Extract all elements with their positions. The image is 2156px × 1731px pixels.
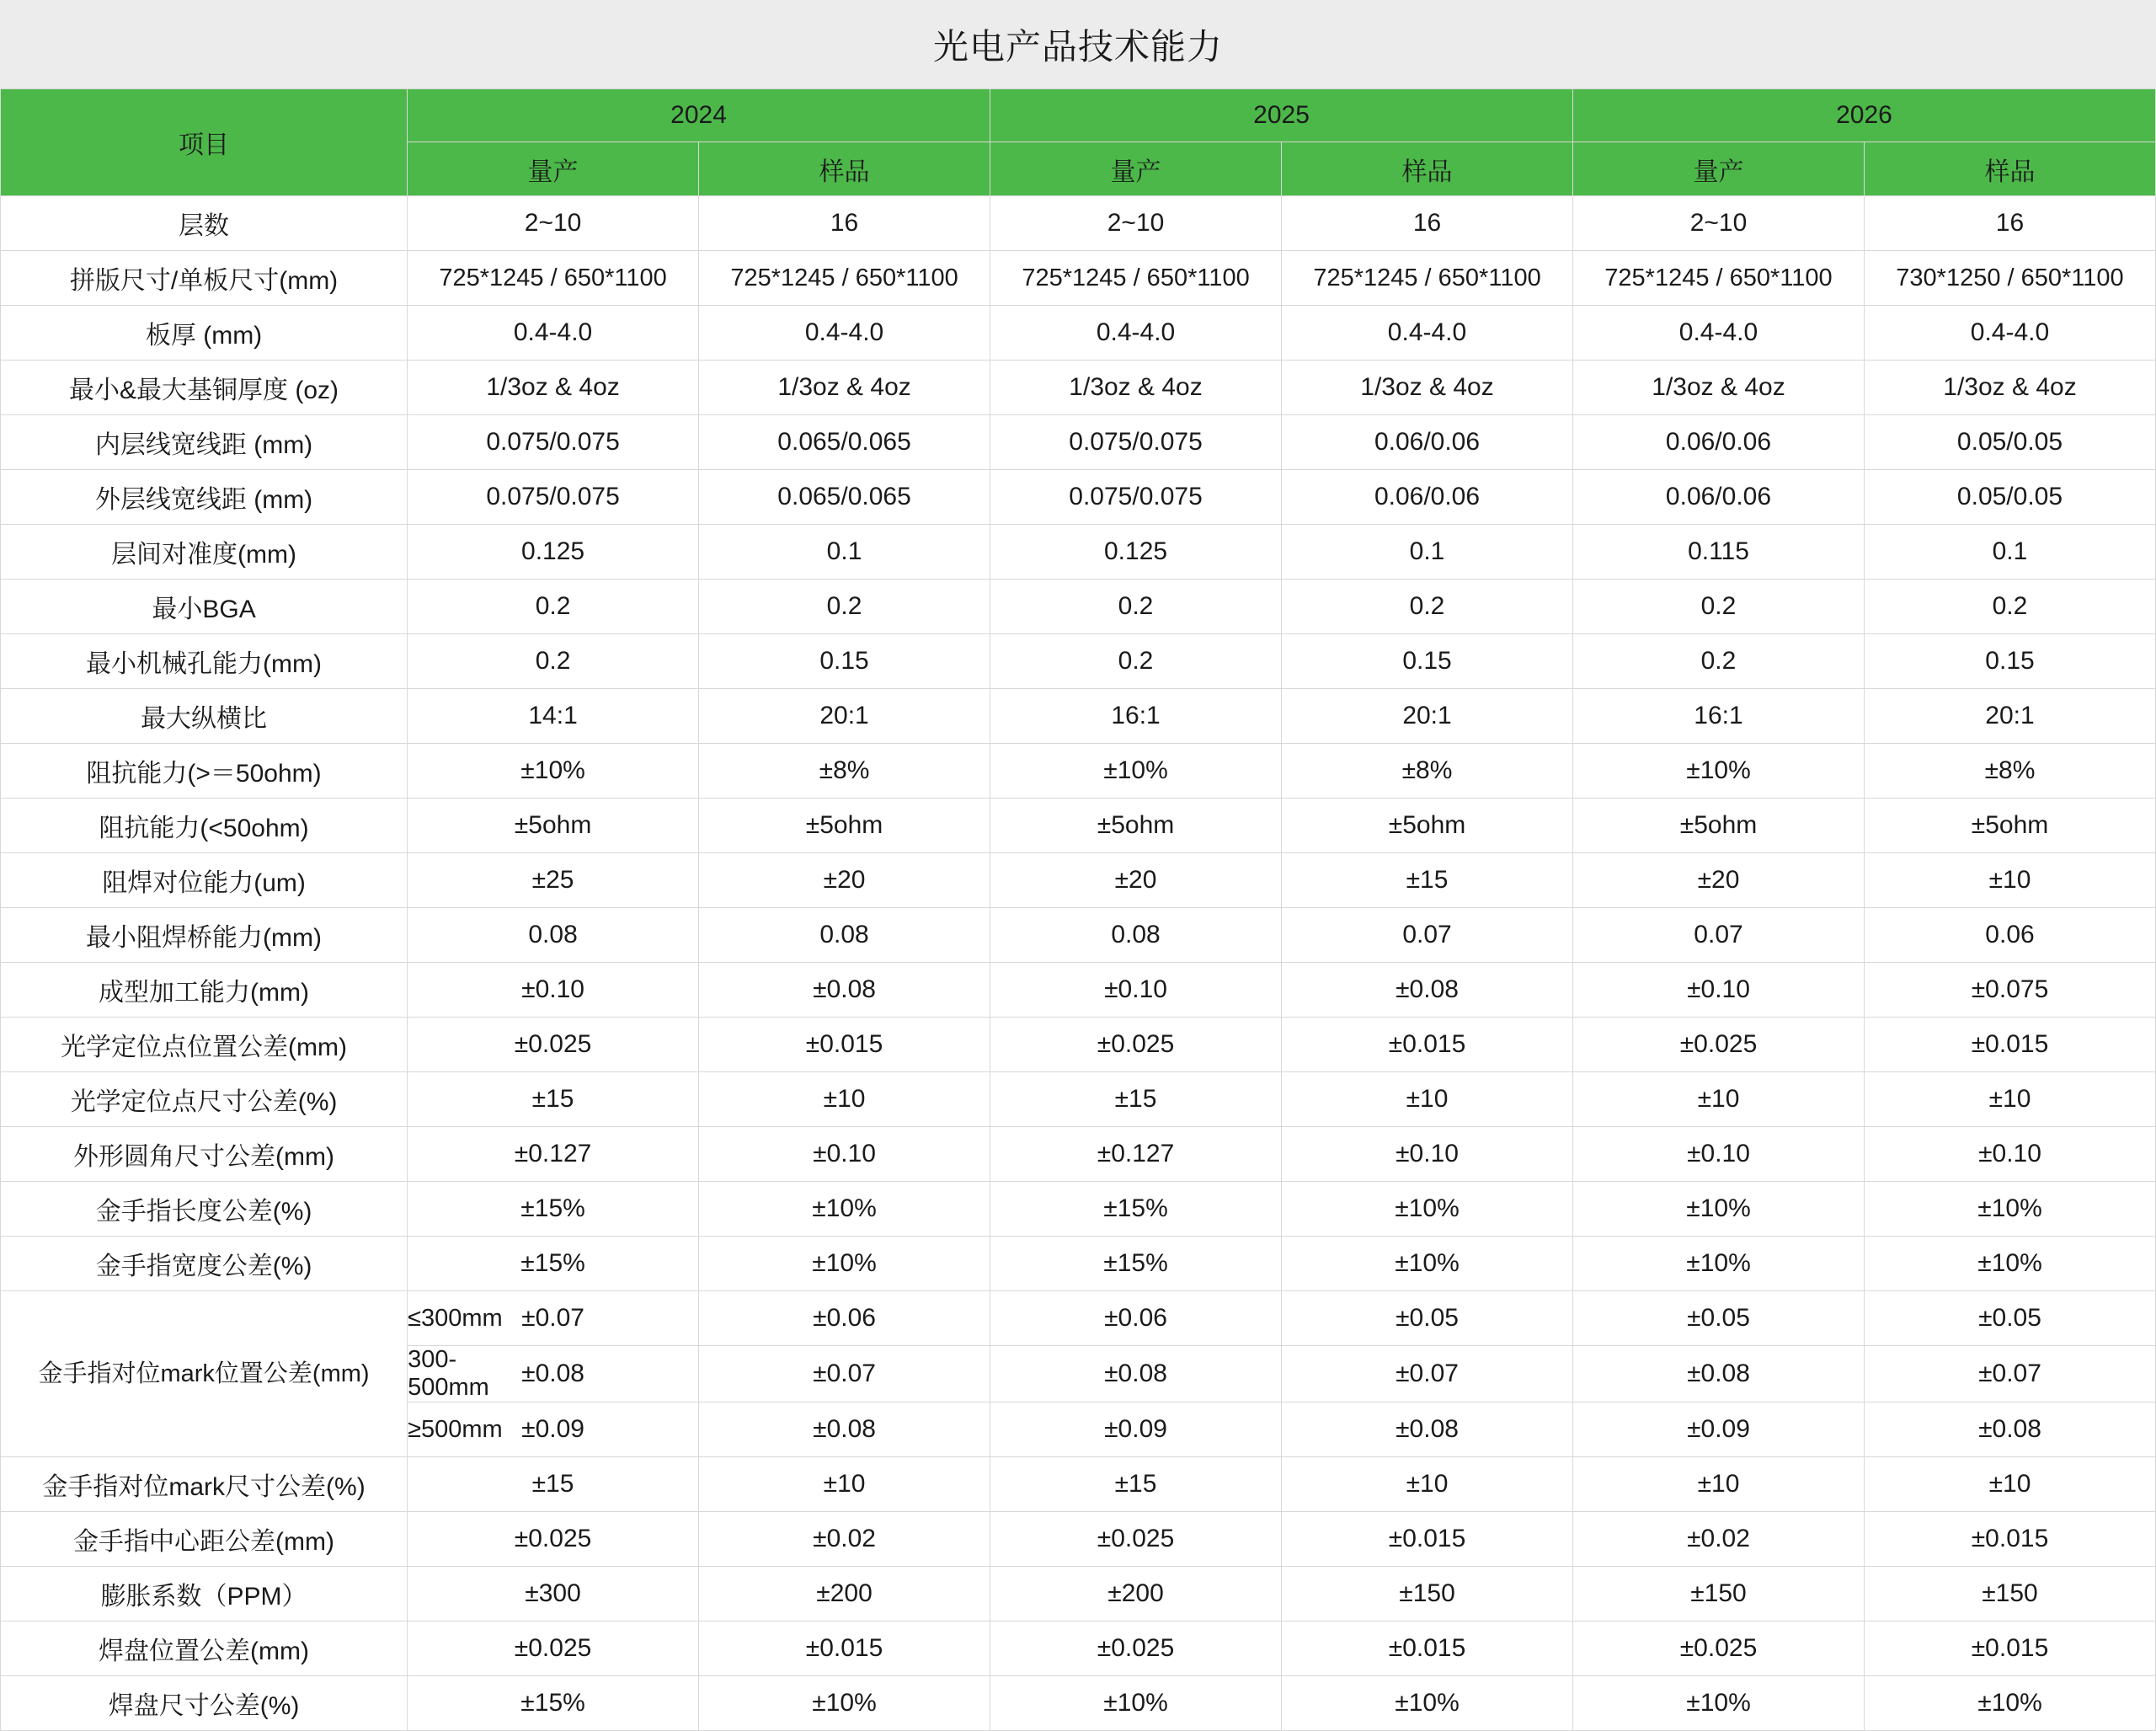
row-label: 内层线宽线距 (mm) (1, 415, 408, 470)
cell-value: ±0.02 (699, 1512, 990, 1567)
cell-value: 0.08 (408, 908, 699, 963)
row-label: 最小&最大基铜厚度 (oz) (1, 361, 408, 415)
cell-value: ±15 (990, 1072, 1282, 1127)
cell-value: 0.06/0.06 (1282, 415, 1573, 470)
cell-value: ±0.08 (1573, 1346, 1865, 1402)
cell-value: 0.075/0.075 (990, 415, 1282, 470)
cell-value: 0.075/0.075 (990, 470, 1282, 525)
table-row (1, 1676, 2156, 1731)
cell-value: ±10 (1864, 853, 2155, 908)
cell-value: 725*1245 / 650*1100 (1573, 251, 1865, 306)
cell-value: ±0.08 (699, 1402, 990, 1457)
cell-value: ±0.075 (1864, 963, 2155, 1018)
cell-value: 0.4-4.0 (1864, 306, 2155, 361)
cell-value: ±0.08 (990, 1346, 1282, 1402)
cell-value: ±10% (1573, 1676, 1865, 1731)
cell-value: ±0.10 (1573, 1127, 1865, 1182)
cell-value: 1/3oz & 4oz (990, 361, 1282, 415)
cell-value: ±10% (1573, 1182, 1865, 1237)
cell-value: ±0.025 (1573, 1018, 1865, 1072)
cell-value: ±15 (990, 1457, 1282, 1512)
cell-value: ±10% (699, 1676, 990, 1731)
column-header-year-2024: 2024 (408, 89, 990, 142)
cell-value: 0.4-4.0 (699, 306, 990, 361)
cell-value: ±0.10 (1282, 1127, 1573, 1182)
row-label: 最大纵横比 (1, 689, 408, 744)
cell-value: ±5ohm (1864, 799, 2155, 853)
cell-value: ±15% (408, 1237, 699, 1291)
table-row (1, 580, 2156, 634)
cell-value: ±0.025 (408, 1018, 699, 1072)
cell-value: ±300 (408, 1567, 699, 1621)
cell-value: ±0.09 (408, 1402, 699, 1457)
cell-value: ±0.10 (699, 1127, 990, 1182)
row-label: 拼版尺寸/单板尺寸(mm) (1, 251, 408, 306)
table-row (1, 1457, 2156, 1512)
cell-value: ±5ohm (408, 799, 699, 853)
cell-value: ±10 (1573, 1457, 1865, 1512)
table-row (1, 1127, 2156, 1182)
cell-value: ±0.05 (1282, 1291, 1573, 1346)
cell-value: ±150 (1282, 1567, 1573, 1621)
table-row (1, 1237, 2156, 1291)
cell-value: 0.15 (1864, 634, 2155, 689)
row-label: 光学定位点尺寸公差(%) (1, 1072, 408, 1127)
cell-value: ±10% (699, 1182, 990, 1237)
column-subheader-2024-massproduction: 量产 (408, 142, 699, 196)
cell-value: ±0.07 (1282, 1346, 1573, 1402)
cell-value: ±10% (699, 1237, 990, 1291)
cell-value: 1/3oz & 4oz (408, 361, 699, 415)
cell-value: ±0.02 (1573, 1512, 1865, 1567)
cell-value: ±0.10 (990, 963, 1282, 1018)
cell-value: 0.06/0.06 (1282, 470, 1573, 525)
cell-value: ±10 (1573, 1072, 1865, 1127)
table-row (1, 470, 2156, 525)
cell-value: 0.1 (699, 525, 990, 580)
cell-value: 0.065/0.065 (699, 415, 990, 470)
cell-value: ±0.025 (408, 1512, 699, 1567)
cell-value: ±8% (1864, 744, 2155, 799)
cell-value: ±10 (1864, 1072, 2155, 1127)
cell-value: 2~10 (990, 196, 1282, 251)
row-label: 最小阻焊桥能力(mm) (1, 908, 408, 963)
table-row (1, 1512, 2156, 1567)
cell-value: ±15% (408, 1676, 699, 1731)
cell-value: ±150 (1864, 1567, 2155, 1621)
cell-value: ±150 (1573, 1567, 1865, 1621)
table-row (1, 251, 2156, 306)
row-label: 金手指长度公差(%) (1, 1182, 408, 1237)
cell-value: ±10% (1282, 1182, 1573, 1237)
cell-value: 0.15 (699, 634, 990, 689)
cell-value: ±0.08 (1282, 963, 1573, 1018)
row-label: 焊盘尺寸公差(%) (1, 1676, 408, 1731)
cell-value: ±0.07 (1864, 1346, 2155, 1402)
cell-value: ±8% (699, 744, 990, 799)
table-row (1, 1567, 2156, 1621)
cell-value: 725*1245 / 650*1100 (990, 251, 1282, 306)
cell-value: 2~10 (1573, 196, 1865, 251)
cell-value: ±10 (1282, 1072, 1573, 1127)
row-label: 板厚 (mm) (1, 306, 408, 361)
cell-value: 0.05/0.05 (1864, 470, 2155, 525)
table-row (1, 361, 2156, 415)
cell-value: ±0.08 (1282, 1402, 1573, 1457)
cell-value: 20:1 (1864, 689, 2155, 744)
cell-value: ±5ohm (699, 799, 990, 853)
cell-value: 0.4-4.0 (408, 306, 699, 361)
cell-value: 0.08 (699, 908, 990, 963)
cell-value: 1/3oz & 4oz (1573, 361, 1865, 415)
cell-value: 725*1245 / 650*1100 (699, 251, 990, 306)
table-row (1, 306, 2156, 361)
row-label: 外层线宽线距 (mm) (1, 470, 408, 525)
table-row (1, 1072, 2156, 1127)
cell-value: ±10% (408, 744, 699, 799)
cell-value: ±0.015 (699, 1621, 990, 1676)
cell-value: ±0.025 (990, 1512, 1282, 1567)
cell-value: ±0.08 (1864, 1402, 2155, 1457)
table-row (1, 689, 2156, 744)
cell-value: ±10% (990, 1676, 1282, 1731)
column-subheader-2026-sample: 样品 (1864, 142, 2155, 196)
column-header-year-2026: 2026 (1573, 89, 2156, 142)
cell-value: ±5ohm (1282, 799, 1573, 853)
row-label: 膨胀系数（PPM） (1, 1567, 408, 1621)
cell-value: ±15 (1282, 853, 1573, 908)
cell-value: 0.125 (990, 525, 1282, 580)
cell-value: 0.07 (1573, 908, 1865, 963)
cell-value: ±0.05 (1573, 1291, 1865, 1346)
cell-value: 0.115 (1573, 525, 1865, 580)
cell-value: ±10% (1864, 1676, 2155, 1731)
cell-value: ±0.10 (408, 963, 699, 1018)
cell-value: ±0.08 (699, 963, 990, 1018)
table-row-group: ≥500mm ±0.09 ±0.08 ±0.09 ±0.08 ±0.09 ±0.08 (1, 1402, 2156, 1457)
cell-value: 16:1 (990, 689, 1282, 744)
row-label: 阻抗能力(<50ohm) (1, 799, 408, 853)
table-row (1, 1621, 2156, 1676)
cell-value: 0.2 (1573, 580, 1865, 634)
cell-value: 0.2 (990, 634, 1282, 689)
cell-value: ±0.015 (1864, 1512, 2155, 1567)
cell-value: 0.4-4.0 (990, 306, 1282, 361)
cell-value: 0.2 (408, 580, 699, 634)
cell-value: 16 (1864, 196, 2155, 251)
cell-value: ±0.025 (990, 1018, 1282, 1072)
cell-value: 14:1 (408, 689, 699, 744)
cell-value: 0.06/0.06 (1573, 470, 1865, 525)
cell-value: 16 (1282, 196, 1573, 251)
cell-value: ±0.06 (699, 1291, 990, 1346)
table-row (1, 799, 2156, 853)
cell-value: 0.065/0.065 (699, 470, 990, 525)
table-row (1, 853, 2156, 908)
table-body (1, 196, 2156, 1731)
table-row (1, 415, 2156, 470)
cell-value: ±10% (1573, 1237, 1865, 1291)
row-label: 金手指宽度公差(%) (1, 1237, 408, 1291)
table-row (1, 1182, 2156, 1237)
cell-value: ±0.015 (1282, 1018, 1573, 1072)
cell-value: ±0.08 (408, 1346, 699, 1402)
cell-value: 1/3oz & 4oz (1864, 361, 2155, 415)
cell-value: ±0.10 (1573, 963, 1865, 1018)
cell-value: ±10 (1282, 1457, 1573, 1512)
page-title: 光电产品技术能力 (932, 26, 1223, 67)
cell-value: ±5ohm (1573, 799, 1865, 853)
cell-value: ±10% (1864, 1237, 2155, 1291)
row-label: 光学定位点位置公差(mm) (1, 1018, 408, 1072)
cell-value: ±15 (408, 1072, 699, 1127)
cell-value: 0.2 (990, 580, 1282, 634)
cell-value: 16 (699, 196, 990, 251)
cell-value: ±0.025 (990, 1621, 1282, 1676)
cell-value: 725*1245 / 650*1100 (408, 251, 699, 306)
cell-value: ±0.127 (408, 1127, 699, 1182)
row-label: 层间对准度(mm) (1, 525, 408, 580)
cell-value: ±5ohm (990, 799, 1282, 853)
cell-value: ±15 (408, 1457, 699, 1512)
cell-value: ±0.127 (990, 1127, 1282, 1182)
cell-value: ±0.015 (1282, 1621, 1573, 1676)
cell-value: ±15% (990, 1182, 1282, 1237)
cell-value: 0.2 (1282, 580, 1573, 634)
cell-value: ±0.015 (699, 1018, 990, 1072)
page-title-bar (0, 0, 2156, 88)
cell-value: 0.1 (1282, 525, 1573, 580)
table-row (1, 744, 2156, 799)
cell-value: 0.075/0.075 (408, 415, 699, 470)
cell-value: ±0.07 (408, 1291, 699, 1346)
cell-value: ±10% (1864, 1182, 2155, 1237)
cell-value: 1/3oz & 4oz (1282, 361, 1573, 415)
cell-value: 16:1 (1573, 689, 1865, 744)
cell-value: 20:1 (699, 689, 990, 744)
cell-value: 0.06/0.06 (1573, 415, 1865, 470)
row-label: 阻焊对位能力(um) (1, 853, 408, 908)
column-subheader-2025-massproduction: 量产 (990, 142, 1282, 196)
cell-value: ±0.025 (408, 1621, 699, 1676)
cell-value: 0.07 (1282, 908, 1573, 963)
table-row (1, 1018, 2156, 1072)
column-subheader-2025-sample: 样品 (1282, 142, 1573, 196)
table-row-group-first: 金手指对位mark位置公差(mm) ≤300mm ±0.07 ±0.06 ±0.06 ±0.05 ±0.05 ±0.05 (1, 1291, 2156, 1346)
table-row (1, 908, 2156, 963)
cell-value: ±0.10 (1864, 1127, 2155, 1182)
table-row-group: 300-500mm ±0.08 ±0.07 ±0.08 ±0.07 ±0.08 ±0.07 (1, 1346, 2156, 1402)
cell-value: 0.08 (990, 908, 1282, 963)
row-label: 金手指对位mark尺寸公差(%) (1, 1457, 408, 1512)
table-row (1, 525, 2156, 580)
cell-value: ±15% (990, 1237, 1282, 1291)
row-group-label: 金手指对位mark位置公差(mm) (1, 1291, 408, 1457)
cell-value: 0.075/0.075 (408, 470, 699, 525)
cell-value: 0.1 (1864, 525, 2155, 580)
cell-value: ±10% (990, 744, 1282, 799)
column-header-year-2025: 2025 (990, 89, 1573, 142)
cell-value: ±10% (1282, 1237, 1573, 1291)
cell-value: ±200 (699, 1567, 990, 1621)
header-row-years (1, 89, 2156, 142)
row-label: 焊盘位置公差(mm) (1, 1621, 408, 1676)
cell-value: 0.4-4.0 (1282, 306, 1573, 361)
row-label: 成型加工能力(mm) (1, 963, 408, 1018)
cell-value: 0.2 (408, 634, 699, 689)
cell-value: ±10% (1573, 744, 1865, 799)
row-label: 层数 (1, 196, 408, 251)
cell-value: 2~10 (408, 196, 699, 251)
cell-value: 0.05/0.05 (1864, 415, 2155, 470)
row-label: 最小BGA (1, 580, 408, 634)
cell-value: ±0.05 (1864, 1291, 2155, 1346)
row-label: 外形圆角尺寸公差(mm) (1, 1127, 408, 1182)
cell-value: ±25 (408, 853, 699, 908)
cell-value: ±0.015 (1864, 1621, 2155, 1676)
cell-value: ±10% (1282, 1676, 1573, 1731)
cell-value: 0.15 (1282, 634, 1573, 689)
table-row (1, 196, 2156, 251)
cell-value: 0.2 (1864, 580, 2155, 634)
cell-value: ±10 (1864, 1457, 2155, 1512)
cell-value: ±20 (699, 853, 990, 908)
table-row (1, 634, 2156, 689)
row-label: 阻抗能力(>＝50ohm) (1, 744, 408, 799)
column-header-item: 项目 (1, 89, 408, 196)
capability-table (0, 88, 2156, 1731)
cell-value: ±8% (1282, 744, 1573, 799)
cell-value: ±10 (699, 1072, 990, 1127)
cell-value: 0.2 (1573, 634, 1865, 689)
cell-value: 1/3oz & 4oz (699, 361, 990, 415)
column-subheader-2024-sample: 样品 (699, 142, 990, 196)
cell-value: 0.125 (408, 525, 699, 580)
cell-value: 0.4-4.0 (1573, 306, 1865, 361)
cell-value: ±0.06 (990, 1291, 1282, 1346)
cell-value: ±0.025 (1573, 1621, 1865, 1676)
cell-value: ±0.09 (990, 1402, 1282, 1457)
cell-value: ±200 (990, 1567, 1282, 1621)
cell-value: ±0.015 (1864, 1018, 2155, 1072)
cell-value: 0.2 (699, 580, 990, 634)
cell-value: ±20 (990, 853, 1282, 908)
cell-value: ±10 (699, 1457, 990, 1512)
cell-value: 20:1 (1282, 689, 1573, 744)
cell-value: ±0.07 (699, 1346, 990, 1402)
table-row (1, 963, 2156, 1018)
row-label: 最小机械孔能力(mm) (1, 634, 408, 689)
cell-value: 0.06 (1864, 908, 2155, 963)
table-head (1, 89, 2156, 196)
cell-value: 725*1245 / 650*1100 (1282, 251, 1573, 306)
cell-value: ±15% (408, 1182, 699, 1237)
cell-value: ±0.09 (1573, 1402, 1865, 1457)
cell-value: ±0.015 (1282, 1512, 1573, 1567)
column-subheader-2026-massproduction: 量产 (1573, 142, 1865, 196)
cell-value: ±20 (1573, 853, 1865, 908)
cell-value: 730*1250 / 650*1100 (1864, 251, 2155, 306)
row-label: 金手指中心距公差(mm) (1, 1512, 408, 1567)
